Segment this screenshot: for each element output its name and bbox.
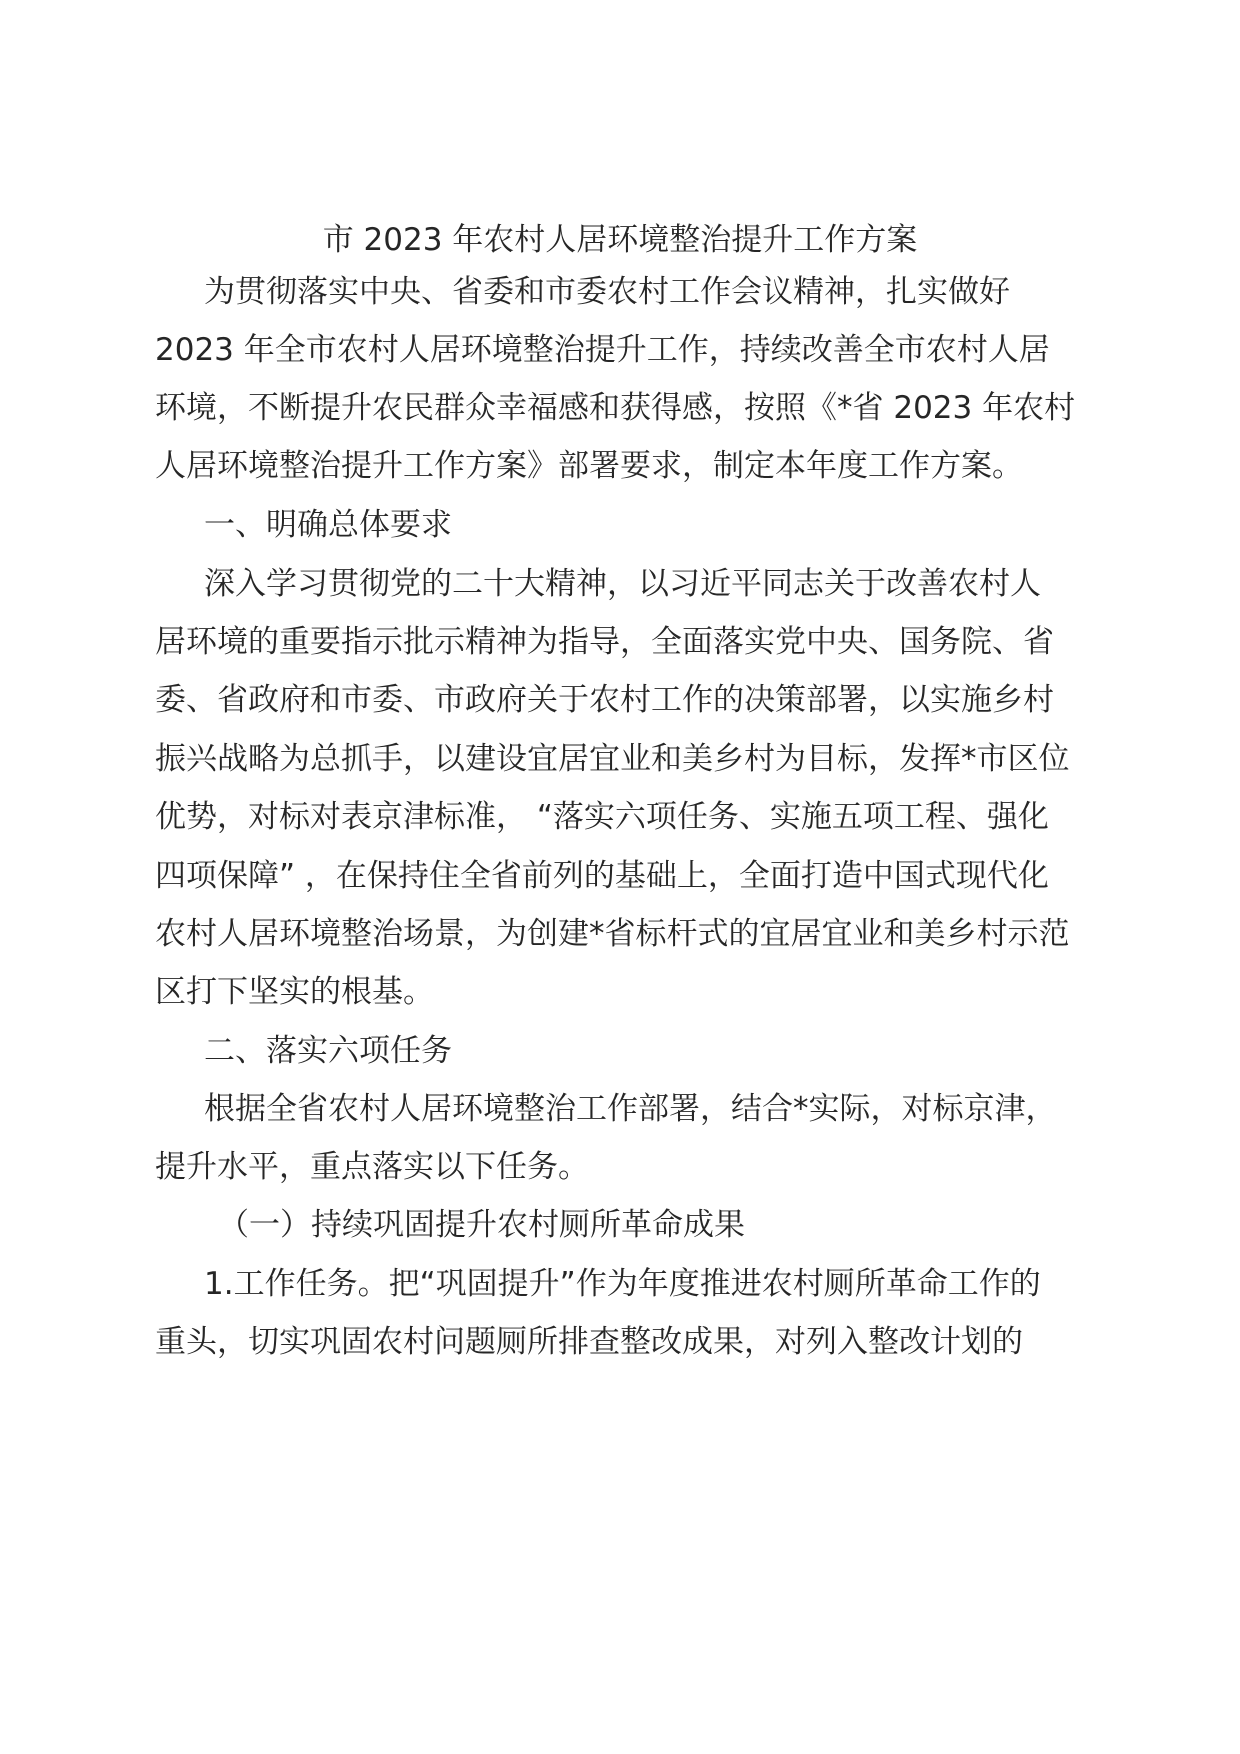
item-1-line-2: 重头，切实巩固农村问题厕所排查整改成果，对列入整改计划的 (155, 1324, 1023, 1360)
section-2-line-2: 提升水平，重点落实以下任务。 (155, 1149, 589, 1185)
section-1-line-3: 委、省政府和市委、市政府关于农村工作的决策部署，以实施乡村 (155, 682, 1054, 718)
section-1-line-7: 农村人居环境整治场景，为创建*省标杆式的宜居宜业和美乡村示范 (155, 916, 1070, 952)
intro-line-3: 环境，不断提升农民群众幸福感和获得感，按照《*省 2023 年农村 (155, 390, 1076, 426)
section-1-line-5: 优势，对标对表京津标准， “落实六项任务、实施五项工程、强化 (155, 799, 1049, 835)
section-1-line-2: 居环境的重要指示批示精神为指导，全面落实党中央、国务院、省 (155, 624, 1054, 660)
section-2-heading: 二、落实六项任务 (204, 1033, 452, 1069)
intro-line-2: 2023 年全市农村人居环境整治提升工作，持续改善全市农村人居 (155, 332, 1050, 368)
section-2-subheading: （一）持续巩固提升农村厕所革命成果 (218, 1207, 745, 1243)
section-1-line-4: 振兴战略为总抓手，以建设宜居宜业和美乡村为目标，发挥*市区位 (155, 741, 1070, 777)
document-title: 市 2023 年农村人居环境整治提升工作方案 (322, 222, 918, 258)
item-1-line-1: 1.工作任务。把“巩固提升”作为年度推进农村厕所革命工作的 (204, 1266, 1041, 1302)
section-1-line-6: 四项保障” ，在保持住全省前列的基础上，全面打造中国式现代化 (155, 858, 1049, 894)
intro-line-1: 为贯彻落实中央、省委和市委农村工作会议精神，扎实做好 (204, 274, 1010, 310)
section-2-line-1: 根据全省农村人居环境整治工作部署，结合*实际，对标京津， (204, 1091, 1057, 1127)
section-1-heading: 一、明确总体要求 (204, 507, 452, 543)
section-1-line-8: 区打下坚实的根基。 (155, 974, 434, 1010)
section-1-line-1: 深入学习贯彻党的二十大精神，以习近平同志关于改善农村人 (204, 566, 1041, 602)
intro-line-4: 人居环境整治提升工作方案》部署要求，制定本年度工作方案。 (155, 448, 1023, 484)
